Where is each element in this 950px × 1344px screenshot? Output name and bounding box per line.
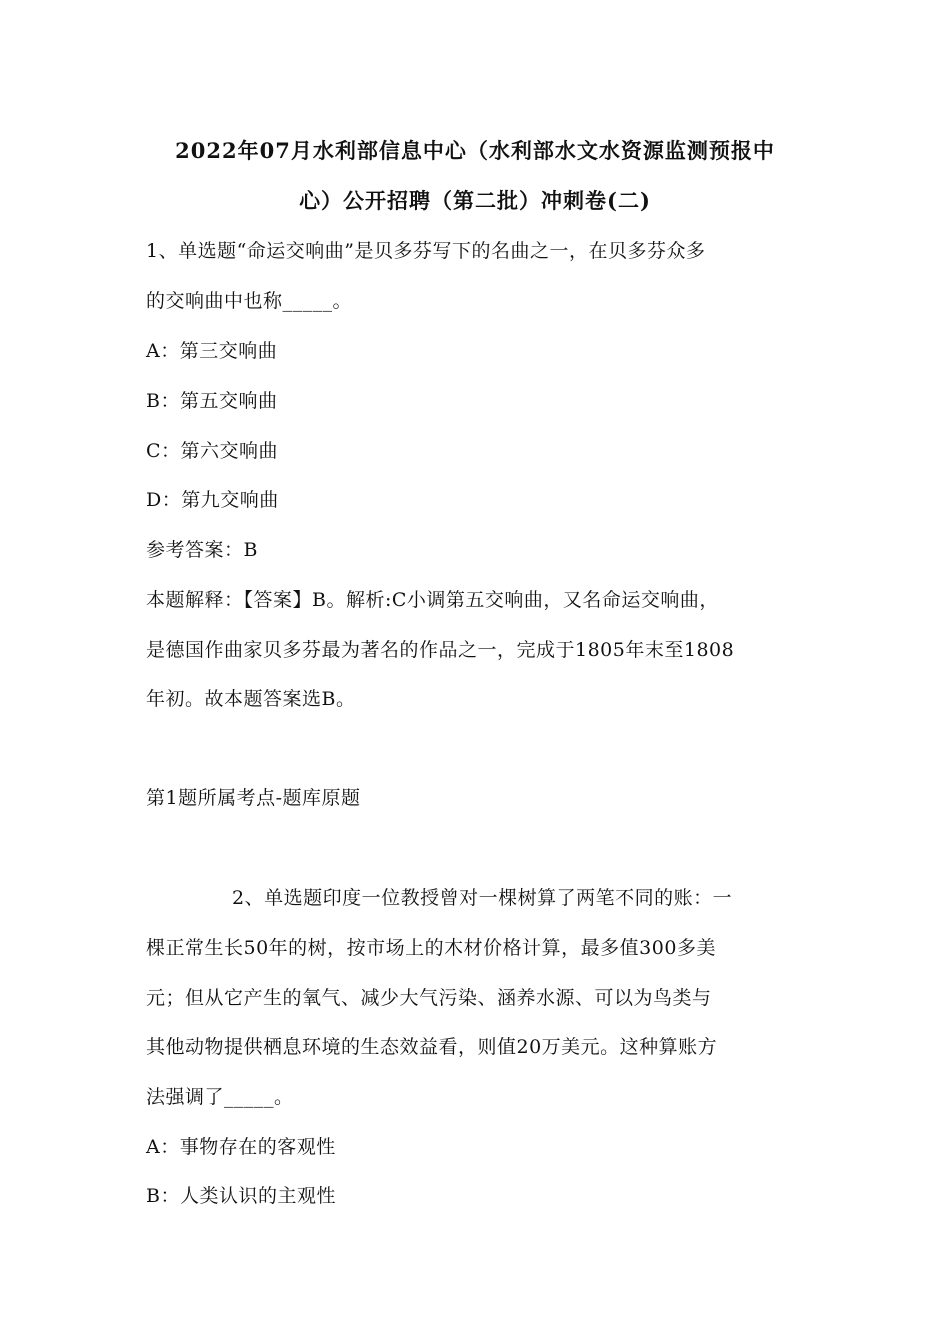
question-2-stem-line-5: 法强调了_____。 — [146, 1086, 294, 1108]
question-1-answer: 参考答案：B — [146, 539, 258, 561]
question-1-stem-line-1: 1、单选题“命运交响曲”是贝多芬写下的名曲之一，在贝多芬众多 — [146, 240, 706, 262]
question-1-option-c: C：第六交响曲 — [146, 440, 279, 462]
document-title-line-2: 心）公开招聘（第二批）冲刺卷(二) — [299, 188, 651, 213]
question-1-stem-line-2: 的交响曲中也称_____。 — [146, 290, 353, 312]
question-1-topic: 第1题所属考点-题库原题 — [146, 787, 361, 809]
document-title-line-1: 2022年07月水利部信息中心（水利部水文水资源监测预报中 — [175, 138, 775, 163]
question-1-explanation-line-3: 年初。故本题答案选B。 — [146, 688, 356, 710]
question-2-option-a: A：事物存在的客观性 — [146, 1136, 336, 1158]
question-2-stem-line-4: 其他动物提供栖息环境的生态效益看，则值20万美元。这种算账方 — [146, 1036, 718, 1058]
question-1-explanation-line-2: 是德国作曲家贝多芬最为著名的作品之一，完成于1805年末至1808 — [146, 639, 735, 661]
question-2-stem-line-2: 棵正常生长50年的树，按市场上的木材价格计算，最多值300多美 — [146, 937, 716, 959]
question-2-stem-line-1: 2、单选题印度一位教授曾对一棵树算了两笔不同的账：一 — [232, 887, 733, 909]
question-2-stem-line-3: 元；但从它产生的氧气、减少大气污染、涵养水源、可以为鸟类与 — [146, 987, 712, 1009]
question-1-option-a: A：第三交响曲 — [146, 340, 278, 362]
question-1-explanation-line-1: 本题解释：【答案】B。解析:C小调第五交响曲，又名命运交响曲， — [146, 589, 719, 611]
question-1-option-d: D：第九交响曲 — [146, 489, 279, 511]
question-2-option-b: B：人类认识的主观性 — [146, 1185, 336, 1207]
question-1-option-b: B：第五交响曲 — [146, 390, 278, 412]
